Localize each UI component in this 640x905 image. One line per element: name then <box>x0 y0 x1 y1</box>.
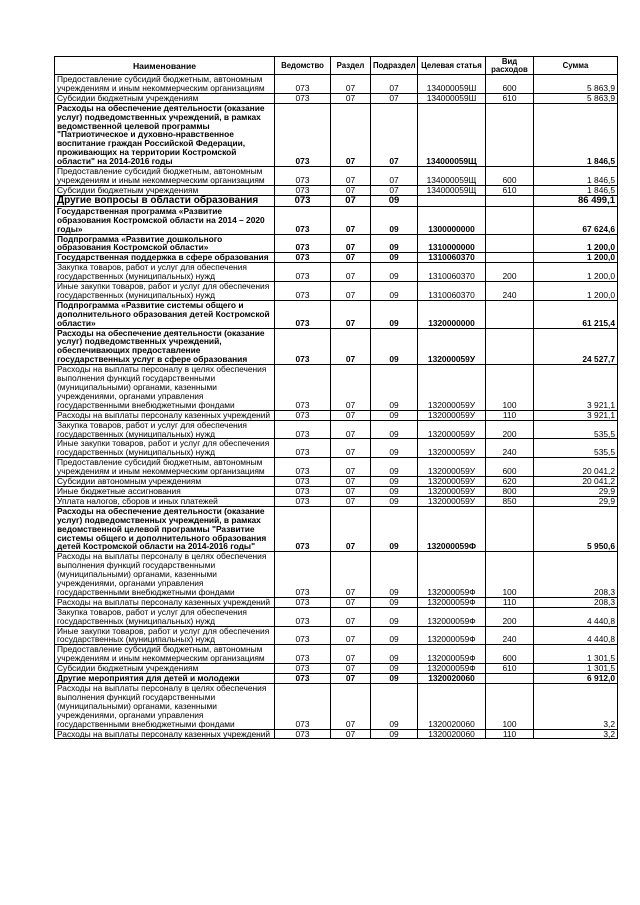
section-cell: 07 <box>331 626 371 645</box>
dept-cell: 073 <box>275 477 331 487</box>
dept-cell: 073 <box>275 234 331 253</box>
exptype-cell: 110 <box>486 729 534 739</box>
table-row <box>55 103 618 166</box>
target-cell <box>418 195 486 206</box>
dept-cell: 073 <box>275 597 331 607</box>
target-cell: 132000059У <box>418 486 486 496</box>
dept-cell: 073 <box>275 300 331 328</box>
dept-cell: 073 <box>275 75 331 94</box>
subsection-cell: 09 <box>371 607 418 626</box>
row-name-cell: Субсидии бюджетным учреждениям <box>55 185 275 195</box>
sum-cell: 1 846,5 <box>534 103 618 166</box>
section-cell: 07 <box>331 674 371 684</box>
table-row <box>55 674 618 684</box>
subsection-cell: 09 <box>371 506 418 552</box>
header-row <box>55 57 618 75</box>
table-row <box>55 195 618 206</box>
section-cell: 07 <box>331 103 371 166</box>
row-name-cell: Другие вопросы в области образования <box>55 195 275 206</box>
dept-cell: 073 <box>275 103 331 166</box>
sum-cell: 67 624,6 <box>534 206 618 234</box>
target-cell: 132000059У <box>418 420 486 439</box>
exptype-cell <box>486 206 534 234</box>
row-name-cell: Расходы на обеспечение деятельности (оказание услуг) подведомственных учреждений, в рамках ведомственной целевой программы "Патриотическое и духовно-нравственное воспитание граждан Российской Федерации, проживающих на территории Костромской области" на 2014-2016 годы <box>55 103 275 166</box>
section-cell: 07 <box>331 167 371 186</box>
table-row <box>55 496 618 506</box>
exptype-cell <box>486 328 534 365</box>
table-row <box>55 253 618 263</box>
subsection-cell: 09 <box>371 674 418 684</box>
subsection-cell: 09 <box>371 486 418 496</box>
row-name-cell: Предоставление субсидий бюджетным, автономным учреждениям и иным некоммерческим организациям <box>55 75 275 94</box>
dept-cell: 073 <box>275 496 331 506</box>
exptype-cell: 240 <box>486 439 534 458</box>
target-cell: 134000059Ш <box>418 75 486 94</box>
header-exptype: Вид расходов <box>486 57 534 75</box>
sum-cell: 6 912,0 <box>534 674 618 684</box>
section-cell: 07 <box>331 75 371 94</box>
row-name-cell: Расходы на обеспечение деятельности (оказание услуг) подведомственных учреждений, обеспечивающих предоставление государственных услуг в сфере образования <box>55 328 275 365</box>
section-cell: 07 <box>331 410 371 420</box>
dept-cell: 073 <box>275 729 331 739</box>
target-cell: 132000059Ф <box>418 552 486 598</box>
section-cell: 07 <box>331 439 371 458</box>
table-row <box>55 365 618 411</box>
exptype-cell: 100 <box>486 365 534 411</box>
row-name-cell: Субсидии автономным учреждениям <box>55 477 275 487</box>
dept-cell: 073 <box>275 607 331 626</box>
row-name-cell: Расходы на выплаты персоналу казенных учреждений <box>55 597 275 607</box>
dept-cell: 073 <box>275 439 331 458</box>
table-row <box>55 607 618 626</box>
subsection-cell: 09 <box>371 282 418 301</box>
exptype-cell: 850 <box>486 496 534 506</box>
sum-cell: 208,3 <box>534 552 618 598</box>
row-name-cell: Расходы на обеспечение деятельности (оказание услуг) подведомственных учреждений, в рамках ведомственной целевой программы "Развитие системы общего и дополнительного образования детей Костромской области на 2014-2016 годы" <box>55 506 275 552</box>
table-row <box>55 185 618 195</box>
subsection-cell: 09 <box>371 552 418 598</box>
subsection-cell: 09 <box>371 300 418 328</box>
subsection-cell: 09 <box>371 195 418 206</box>
section-cell: 07 <box>331 458 371 477</box>
table-row <box>55 486 618 496</box>
target-cell: 134000059Щ <box>418 167 486 186</box>
table-row <box>55 597 618 607</box>
header-target: Целевая статья <box>418 57 486 75</box>
sum-cell: 1 200,0 <box>534 282 618 301</box>
target-cell: 1310060370 <box>418 253 486 263</box>
target-cell: 134000059Щ <box>418 185 486 195</box>
sum-cell: 1 301,5 <box>534 664 618 674</box>
target-cell: 1320020060 <box>418 674 486 684</box>
section-cell: 07 <box>331 486 371 496</box>
row-name-cell: Предоставление субсидий бюджетным, автономным учреждениям и иным некоммерческим организациям <box>55 645 275 664</box>
subsection-cell: 09 <box>371 206 418 234</box>
section-cell: 07 <box>331 93 371 103</box>
exptype-cell: 100 <box>486 684 534 730</box>
target-cell: 132000059У <box>418 328 486 365</box>
row-name-cell: Закупка товаров, работ и услуг для обеспечения государственных (муниципальных) нужд <box>55 420 275 439</box>
sum-cell: 29,9 <box>534 496 618 506</box>
dept-cell: 073 <box>275 626 331 645</box>
section-cell: 07 <box>331 729 371 739</box>
sum-cell: 4 440,8 <box>534 626 618 645</box>
target-cell: 1320000000 <box>418 300 486 328</box>
subsection-cell: 09 <box>371 496 418 506</box>
target-cell: 1320020060 <box>418 729 486 739</box>
table-row <box>55 93 618 103</box>
dept-cell: 073 <box>275 185 331 195</box>
sum-cell: 3,2 <box>534 729 618 739</box>
target-cell: 132000059У <box>418 496 486 506</box>
target-cell: 132000059У <box>418 410 486 420</box>
subsection-cell: 09 <box>371 684 418 730</box>
table-row <box>55 626 618 645</box>
section-cell: 07 <box>331 645 371 664</box>
table-row <box>55 328 618 365</box>
dept-cell: 073 <box>275 458 331 477</box>
target-cell: 132000059У <box>418 439 486 458</box>
row-name-cell: Расходы на выплаты персоналу казенных учреждений <box>55 729 275 739</box>
subsection-cell: 09 <box>371 729 418 739</box>
row-name-cell: Иные закупки товаров, работ и услуг для обеспечения государственных (муниципальных) нужд <box>55 282 275 301</box>
row-name-cell: Уплата налогов, сборов и иных платежей <box>55 496 275 506</box>
dept-cell: 073 <box>275 206 331 234</box>
table-row <box>55 477 618 487</box>
sum-cell: 1 846,5 <box>534 167 618 186</box>
target-cell: 132000059У <box>418 458 486 477</box>
section-cell: 07 <box>331 263 371 282</box>
subsection-cell: 09 <box>371 365 418 411</box>
section-cell: 07 <box>331 684 371 730</box>
sum-cell: 5 950,6 <box>534 506 618 552</box>
sum-cell: 24 527,7 <box>534 328 618 365</box>
exptype-cell <box>486 674 534 684</box>
subsection-cell: 09 <box>371 645 418 664</box>
target-cell: 1310060370 <box>418 282 486 301</box>
row-name-cell: Расходы на выплаты персоналу казенных учреждений <box>55 410 275 420</box>
target-cell: 1320020060 <box>418 684 486 730</box>
section-cell: 07 <box>331 234 371 253</box>
target-cell: 1300000000 <box>418 206 486 234</box>
exptype-cell <box>486 506 534 552</box>
target-cell: 132000059У <box>418 477 486 487</box>
sum-cell: 5 863,9 <box>534 93 618 103</box>
subsection-cell: 07 <box>371 93 418 103</box>
row-name-cell: Расходы на выплаты персоналу в целях обеспечения выполнения функций государственными (муниципальными) органами, казенными учреждениями, органами управления государственными внебюджетными фондами <box>55 552 275 598</box>
table-row <box>55 410 618 420</box>
subsection-cell: 07 <box>371 185 418 195</box>
sum-cell: 61 215,4 <box>534 300 618 328</box>
subsection-cell: 07 <box>371 167 418 186</box>
table-row <box>55 684 618 730</box>
exptype-cell: 600 <box>486 645 534 664</box>
table-row <box>55 167 618 186</box>
row-name-cell: Подпрограмма «Развитие системы общего и дополнительного образования детей Костромской области» <box>55 300 275 328</box>
section-cell: 07 <box>331 420 371 439</box>
exptype-cell: 200 <box>486 607 534 626</box>
dept-cell: 073 <box>275 167 331 186</box>
dept-cell: 073 <box>275 365 331 411</box>
exptype-cell: 610 <box>486 93 534 103</box>
section-cell: 07 <box>331 664 371 674</box>
section-cell: 07 <box>331 282 371 301</box>
budget-table <box>54 56 618 739</box>
sum-cell: 1 846,5 <box>534 185 618 195</box>
target-cell: 1310060370 <box>418 263 486 282</box>
row-name-cell: Закупка товаров, работ и услуг для обеспечения государственных (муниципальных) нужд <box>55 263 275 282</box>
sum-cell: 20 041,2 <box>534 477 618 487</box>
table-row <box>55 439 618 458</box>
target-cell: 132000059Ф <box>418 626 486 645</box>
sum-cell: 1 200,0 <box>534 253 618 263</box>
section-cell: 07 <box>331 253 371 263</box>
row-name-cell: Иные закупки товаров, работ и услуг для обеспечения государственных (муниципальных) нужд <box>55 626 275 645</box>
dept-cell: 073 <box>275 506 331 552</box>
row-name-cell: Закупка товаров, работ и услуг для обеспечения государственных (муниципальных) нужд <box>55 607 275 626</box>
exptype-cell: 110 <box>486 410 534 420</box>
dept-cell: 073 <box>275 93 331 103</box>
subsection-cell: 09 <box>371 597 418 607</box>
subsection-cell: 07 <box>371 103 418 166</box>
dept-cell: 073 <box>275 684 331 730</box>
exptype-cell: 600 <box>486 167 534 186</box>
sum-cell: 5 863,9 <box>534 75 618 94</box>
row-name-cell: Государственная программа «Развитие образования Костромской области на 2014 – 2020 годы» <box>55 206 275 234</box>
section-cell: 07 <box>331 597 371 607</box>
sum-cell: 3 921,1 <box>534 410 618 420</box>
header-name: Наименование <box>55 57 275 75</box>
target-cell: 132000059Ф <box>418 506 486 552</box>
sum-cell: 535,5 <box>534 420 618 439</box>
dept-cell: 073 <box>275 282 331 301</box>
exptype-cell <box>486 300 534 328</box>
dept-cell: 073 <box>275 552 331 598</box>
dept-cell: 073 <box>275 486 331 496</box>
table-row <box>55 729 618 739</box>
sum-cell: 535,5 <box>534 439 618 458</box>
target-cell: 132000059Ф <box>418 645 486 664</box>
exptype-cell <box>486 103 534 166</box>
dept-cell: 073 <box>275 664 331 674</box>
header-subsection: Подраздел <box>371 57 418 75</box>
row-name-cell: Подпрограмма «Развитие дошкольного образования Костромской области» <box>55 234 275 253</box>
section-cell: 07 <box>331 552 371 598</box>
sum-cell: 1 200,0 <box>534 263 618 282</box>
header-sum: Сумма <box>534 57 618 75</box>
exptype-cell: 600 <box>486 458 534 477</box>
row-name-cell: Расходы на выплаты персоналу в целях обеспечения выполнения функций государственными (муниципальными) органами, казенными учреждениями, органами управления государственными внебюджетными фондами <box>55 365 275 411</box>
exptype-cell: 110 <box>486 597 534 607</box>
row-name-cell: Расходы на выплаты персоналу в целях обеспечения выполнения функций государственными (муниципальными) органами, казенными учреждениями, органами управления государственными внебюджетными фондами <box>55 684 275 730</box>
sum-cell: 3,2 <box>534 684 618 730</box>
exptype-cell: 240 <box>486 282 534 301</box>
section-cell: 07 <box>331 328 371 365</box>
target-cell: 1310000000 <box>418 234 486 253</box>
table-row <box>55 645 618 664</box>
target-cell: 132000059Ф <box>418 607 486 626</box>
target-cell: 132000059У <box>418 365 486 411</box>
sum-cell: 3 921,1 <box>534 365 618 411</box>
subsection-cell: 09 <box>371 410 418 420</box>
section-cell: 07 <box>331 477 371 487</box>
row-name-cell: Предоставление субсидий бюджетным, автономным учреждениям и иным некоммерческим организациям <box>55 167 275 186</box>
exptype-cell <box>486 234 534 253</box>
subsection-cell: 07 <box>371 75 418 94</box>
table-row <box>55 234 618 253</box>
sum-cell: 4 440,8 <box>534 607 618 626</box>
section-cell: 07 <box>331 195 371 206</box>
target-cell: 134000059Ш <box>418 93 486 103</box>
exptype-cell: 200 <box>486 420 534 439</box>
section-cell: 07 <box>331 365 371 411</box>
row-name-cell: Иные бюджетные ассигнования <box>55 486 275 496</box>
subsection-cell: 09 <box>371 234 418 253</box>
exptype-cell: 610 <box>486 185 534 195</box>
subsection-cell: 09 <box>371 420 418 439</box>
row-name-cell: Государственная поддержка в сфере образования <box>55 253 275 263</box>
row-name-cell: Другие мероприятия для детей и молодежи <box>55 674 275 684</box>
header-dept: Ведомство <box>275 57 331 75</box>
dept-cell: 073 <box>275 645 331 664</box>
section-cell: 07 <box>331 300 371 328</box>
sum-cell: 29,9 <box>534 486 618 496</box>
sum-cell: 20 041,2 <box>534 458 618 477</box>
exptype-cell: 800 <box>486 486 534 496</box>
exptype-cell <box>486 195 534 206</box>
subsection-cell: 09 <box>371 263 418 282</box>
table-row <box>55 282 618 301</box>
exptype-cell: 200 <box>486 263 534 282</box>
exptype-cell: 620 <box>486 477 534 487</box>
table-row <box>55 458 618 477</box>
subsection-cell: 09 <box>371 253 418 263</box>
header-section: Раздел <box>331 57 371 75</box>
table-row <box>55 664 618 674</box>
dept-cell: 073 <box>275 420 331 439</box>
target-cell: 134000059Щ <box>418 103 486 166</box>
dept-cell: 073 <box>275 674 331 684</box>
exptype-cell: 240 <box>486 626 534 645</box>
subsection-cell: 09 <box>371 328 418 365</box>
exptype-cell: 600 <box>486 75 534 94</box>
subsection-cell: 09 <box>371 664 418 674</box>
sum-cell: 208,3 <box>534 597 618 607</box>
table-row <box>55 506 618 552</box>
dept-cell: 073 <box>275 263 331 282</box>
row-name-cell: Субсидии бюджетным учреждениям <box>55 664 275 674</box>
target-cell: 132000059Ф <box>418 597 486 607</box>
subsection-cell: 09 <box>371 439 418 458</box>
table-body <box>55 75 618 739</box>
table-row <box>55 75 618 94</box>
table-row <box>55 552 618 598</box>
table-row <box>55 206 618 234</box>
subsection-cell: 09 <box>371 626 418 645</box>
row-name-cell: Иные закупки товаров, работ и услуг для обеспечения государственных (муниципальных) нужд <box>55 439 275 458</box>
sum-cell: 1 200,0 <box>534 234 618 253</box>
section-cell: 07 <box>331 506 371 552</box>
subsection-cell: 09 <box>371 477 418 487</box>
exptype-cell: 100 <box>486 552 534 598</box>
table-row <box>55 263 618 282</box>
table-row <box>55 420 618 439</box>
dept-cell: 073 <box>275 410 331 420</box>
sum-cell: 86 499,1 <box>534 195 618 206</box>
section-cell: 07 <box>331 206 371 234</box>
target-cell: 132000059Ф <box>418 664 486 674</box>
section-cell: 07 <box>331 607 371 626</box>
sum-cell: 1 301,5 <box>534 645 618 664</box>
row-name-cell: Субсидии бюджетным учреждениям <box>55 93 275 103</box>
dept-cell: 073 <box>275 195 331 206</box>
section-cell: 07 <box>331 496 371 506</box>
row-name-cell: Предоставление субсидий бюджетным, автономным учреждениям и иным некоммерческим организациям <box>55 458 275 477</box>
subsection-cell: 09 <box>371 458 418 477</box>
section-cell: 07 <box>331 185 371 195</box>
dept-cell: 073 <box>275 253 331 263</box>
exptype-cell <box>486 253 534 263</box>
dept-cell: 073 <box>275 328 331 365</box>
table-row <box>55 300 618 328</box>
exptype-cell: 610 <box>486 664 534 674</box>
